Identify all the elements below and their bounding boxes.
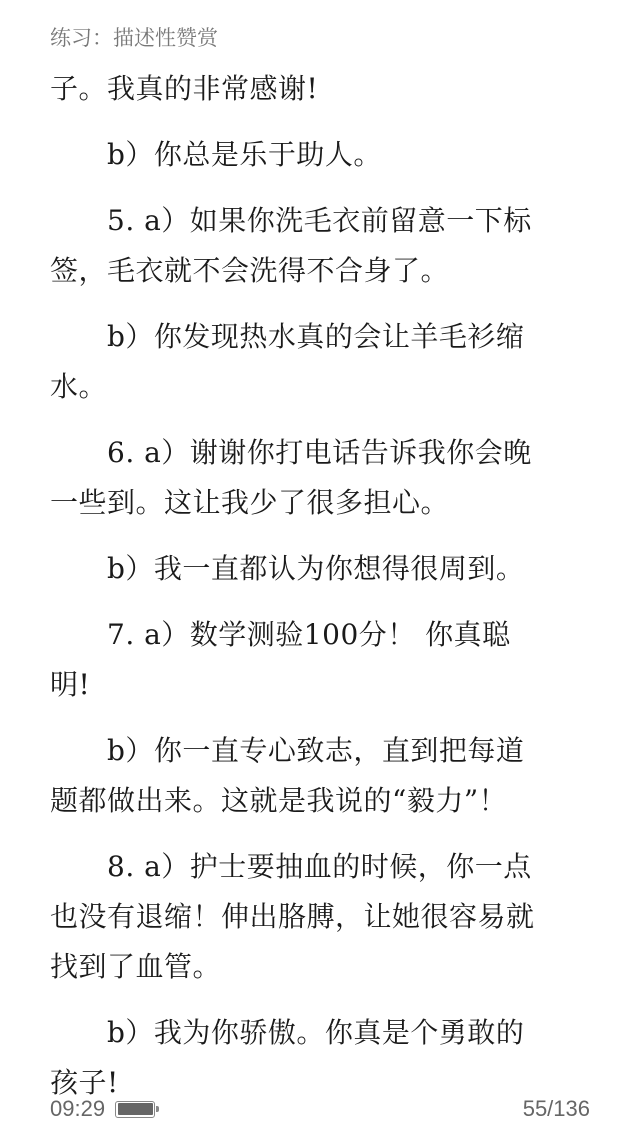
text-line: b）我一直都认为你想得很周到。 xyxy=(107,552,525,585)
text-line: 水。 xyxy=(50,370,108,403)
paragraph xyxy=(50,428,590,528)
text-line: 题都做出来。这就是我说的“毅力”！ xyxy=(50,784,508,817)
text-line: 也没有退缩！伸出胳膊，让她很容易就 xyxy=(50,900,535,933)
battery-icon xyxy=(115,1101,155,1118)
text-line: 明! xyxy=(50,668,91,701)
paragraph xyxy=(50,726,590,826)
text-line: b）我为你骄傲。你真是个勇敢的 xyxy=(107,1016,525,1049)
reading-content[interactable] xyxy=(50,64,590,1124)
page-indicator: 55/136 xyxy=(522,1096,590,1121)
text-line: 8. a）护士要抽血的时候，你一点 xyxy=(107,850,532,883)
text-line: 找到了血管。 xyxy=(50,950,222,983)
paragraph xyxy=(50,130,590,180)
text-line: b）你一直专心致志，直到把每道 xyxy=(107,734,525,767)
text-line: b）你总是乐于助人。 xyxy=(107,138,382,171)
paragraph xyxy=(50,544,590,594)
paragraph xyxy=(50,1008,590,1108)
text-line: 一些到。这让我少了很多担心。 xyxy=(50,486,450,519)
status-footer xyxy=(50,1094,590,1124)
text-line: 孩子! xyxy=(50,1066,119,1099)
text-line: 5. a）如果你洗毛衣前留意一下标 xyxy=(107,204,532,237)
paragraph xyxy=(50,64,590,114)
paragraph xyxy=(50,312,590,412)
text-line: 子。我真的非常感谢! xyxy=(50,72,319,105)
text-line: 7. a）数学测验100分！ 你真聪 xyxy=(107,618,511,651)
text-line: b）你发现热水真的会让羊毛衫缩 xyxy=(107,320,525,353)
paragraph xyxy=(50,196,590,296)
paragraph xyxy=(50,610,590,710)
battery-level-fill xyxy=(118,1103,153,1115)
chapter-title: 练习：描述性赞赏 xyxy=(50,26,218,50)
paragraph xyxy=(50,842,590,992)
clock-time: 09:29 xyxy=(50,1096,106,1121)
text-line: 6. a）谢谢你打电话告诉我你会晚 xyxy=(107,436,532,469)
text-line: 签，毛衣就不会洗得不合身了。 xyxy=(50,254,450,287)
